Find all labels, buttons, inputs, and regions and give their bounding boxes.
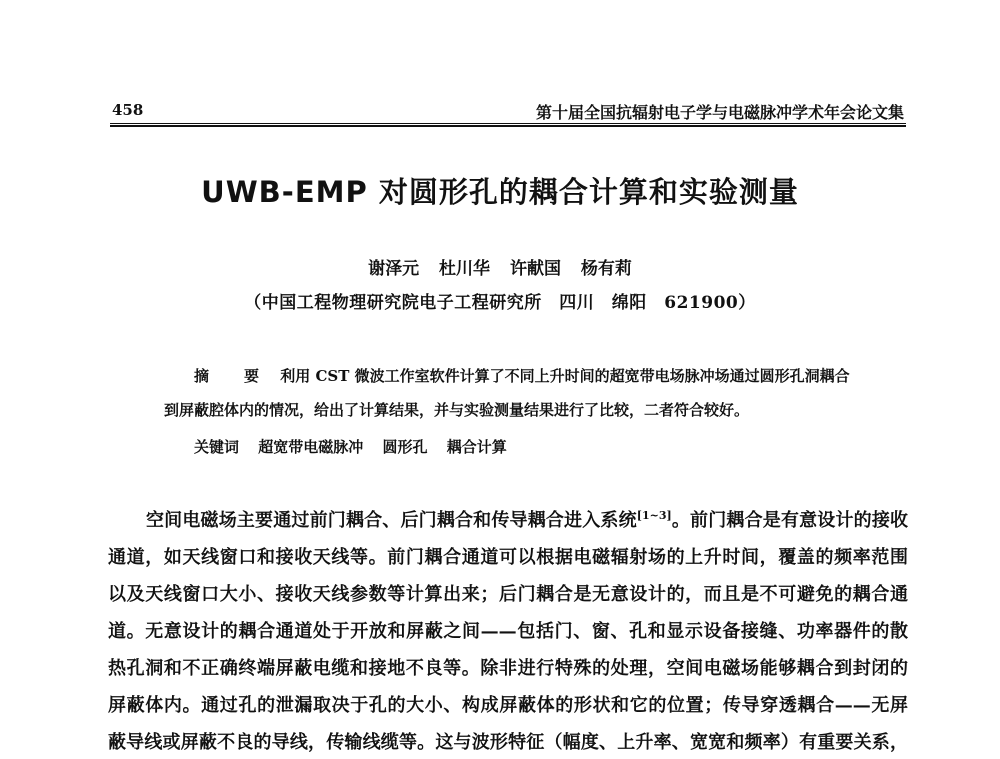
keywords-label: 关键词 [194, 438, 240, 456]
keyword: 超宽带电磁脉冲 [258, 438, 364, 456]
abstract-line-1 [194, 365, 850, 386]
abstract-text-1: 利用 CST 微波工作室软件计算了不同上升时间的超宽带电场脉冲场通过圆形孔洞耦合 [280, 367, 850, 385]
body-line-5: 热孔洞和不正确终端屏蔽电缆和接地不良等。除非进行特殊的处理，空间电磁场能够耦合到封闭的 [108, 658, 908, 679]
running-head: 第十届全国抗辐射电子学与电磁脉冲学术年会论文集 [535, 103, 904, 122]
author: 杜川华 [439, 259, 491, 279]
keyword: 圆形孔 [382, 438, 428, 456]
body-text: 。前门耦合是有意设计的接收 [671, 510, 908, 531]
abstract-line-2: 到屏蔽腔体内的情况，给出了计算结果，并与实验测量结果进行了比较，二者符合较好。 [164, 401, 750, 419]
keywords-line [194, 436, 521, 457]
body-line-1 [146, 506, 908, 532]
body-line-4: 道。无意设计的耦合通道处于开放和屏蔽之间——包括门、窗、孔和显示设备接缝、功率器件的散 [108, 621, 908, 642]
keyword: 耦合计算 [446, 438, 507, 456]
author: 谢泽元 [368, 259, 420, 279]
author: 许献国 [509, 259, 561, 279]
author: 杨有莉 [580, 259, 632, 279]
body-line-3: 以及天线窗口大小、接收天线参数等计算出来；后门耦合是无意设计的，而且是不可避免的耦合通 [108, 584, 908, 605]
paper-title: UWB-EMP 对圆形孔的耦合计算和实验测量 [201, 175, 799, 209]
page-number: 458 [112, 101, 144, 119]
abstract-label: 摘 要 [194, 367, 270, 385]
header-rule-thick [110, 125, 906, 127]
body-line-6: 屏蔽体内。通过孔的泄漏取决于孔的大小、构成屏蔽体的形状和它的位置；传导穿透耦合——无屏 [108, 695, 908, 716]
author-list [0, 254, 1000, 279]
citation-ref: [1~3] [636, 509, 672, 522]
header-rule [110, 123, 906, 124]
body-text: 空间电磁场主要通过前门耦合、后门耦合和传导耦合进入系统 [146, 510, 637, 531]
affiliation: （中国工程物理研究院电子工程研究所 四川 绵阳 621900） [244, 293, 756, 313]
body-line-2: 通道，如天线窗口和接收天线等。前门耦合通道可以根据电磁辐射场的上升时间，覆盖的频率范围 [108, 547, 908, 568]
body-line-7: 蔽导线或屏蔽不良的导线，传输线缆等。这与波形特征（幅度、上升率、宽宽和频率）有重要关系， [108, 732, 908, 753]
